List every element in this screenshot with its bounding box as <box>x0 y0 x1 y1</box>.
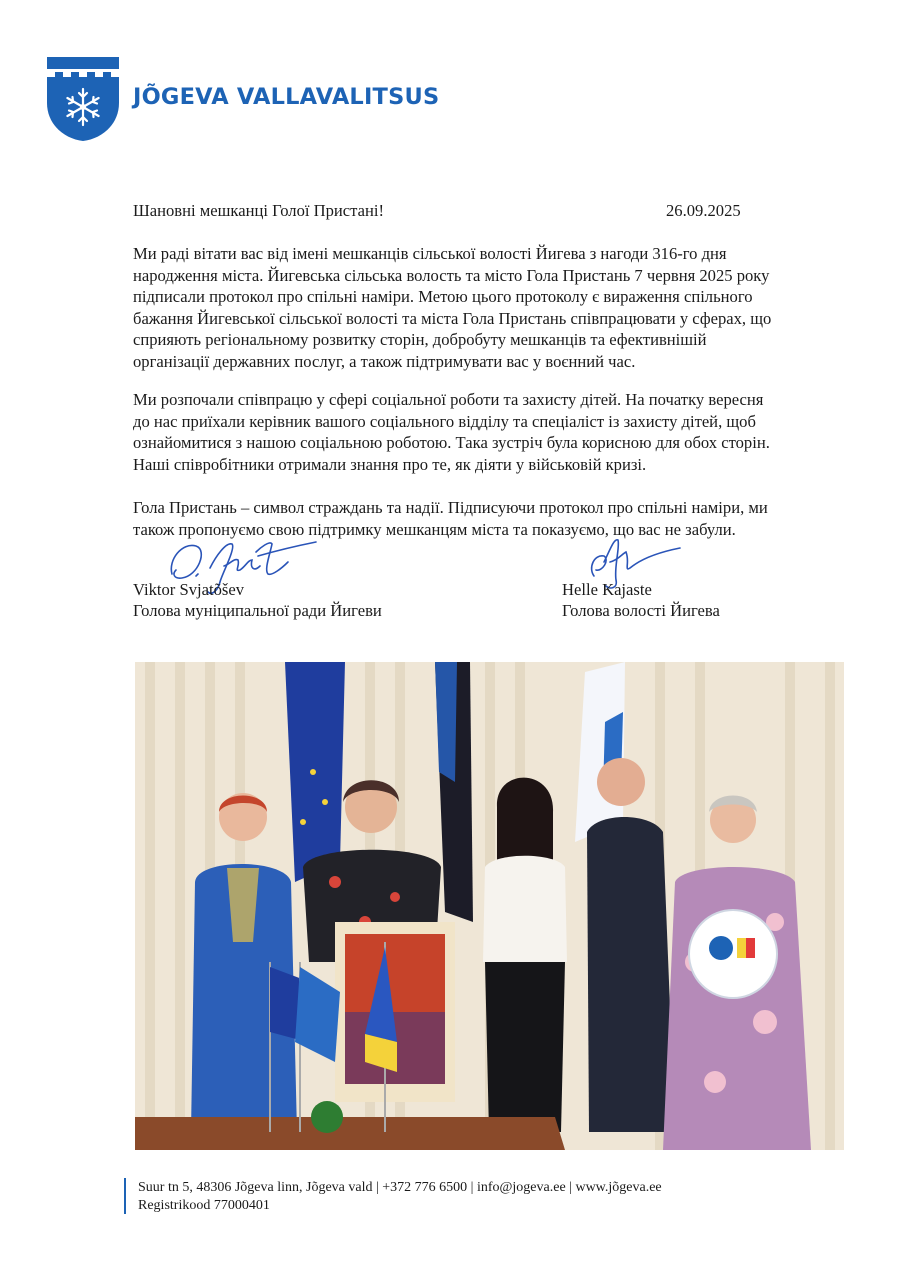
footer <box>138 1179 662 1215</box>
text-line: сприяють регіональному розвитку сторін, добробуту мешканців та ефективнішій <box>133 330 707 350</box>
footer-registry-code: Registrikood 77000401 <box>138 1198 270 1213</box>
text-line: бажання Йигевської сільської волості та міста Гола Пристань співпрацювати у сферах, що <box>133 308 772 328</box>
text-line: Ми розпочали співпрацю у сфері соціальної роботи та захисту дітей. На початку вересня <box>133 390 764 409</box>
text-line: Ми раді вітати вас від імені мешканців сільської волості Йигева з нагоди 316-го дня <box>133 244 727 263</box>
footer-contact-line: Suur tn 5, 48306 Jõgeva linn, Jõgeva vald | +372 776 6500 | info@jogeva.ee | www.jõgeva.ee <box>138 1180 662 1195</box>
text-line: підписали протокол про спільні наміри. Метою цього протоколу є вираження спільного <box>133 287 753 307</box>
text-line: також пропонуємо свою підтримку мешканцям міста та показуємо, що вас не забули. <box>133 519 736 539</box>
group-photo <box>135 662 844 1150</box>
signatory-name: Helle Kajaste <box>562 580 652 599</box>
letter-paragraph-1 <box>133 243 853 373</box>
signatory-title: Голова волості Йигева <box>562 601 720 620</box>
letter-greeting: Шановні мешканці Голої Пристані! <box>133 201 385 220</box>
jogeva-coat-of-arms-icon <box>45 55 121 143</box>
text-line: ознайомитися з нашою соціальною роботою. Така зустріч була корисною для обох сторін. <box>133 433 770 453</box>
letter-paragraph-2 <box>133 389 853 475</box>
signatory-name: Viktor Svjatõšev <box>133 580 245 599</box>
text-line: до нас приїхали керівник вашого соціального відділу та спеціаліст із захисту дітей, щоб <box>133 411 756 431</box>
signatory-title: Голова муніципальної ради Йигеви <box>133 601 382 620</box>
organization-name: JÕGEVA VALLAVALITSUS <box>133 84 440 110</box>
text-line: Наші співробітники отримали знання про те, як діяти у військовій кризі. <box>133 454 647 474</box>
text-line: народження міста. Йигевська сільська волость та місто Гола Пристань 7 червня 2025 року <box>133 265 770 285</box>
footer-accent-bar <box>124 1178 126 1214</box>
letter-date: 26.09.2025 <box>666 201 741 220</box>
text-line: Гола Пристань – символ страждань та надії. Підписуючи протокол про спільні наміри, ми <box>133 498 768 517</box>
text-line: організації державних послуг, а також підтримувати вас у воєнний час. <box>133 351 636 371</box>
